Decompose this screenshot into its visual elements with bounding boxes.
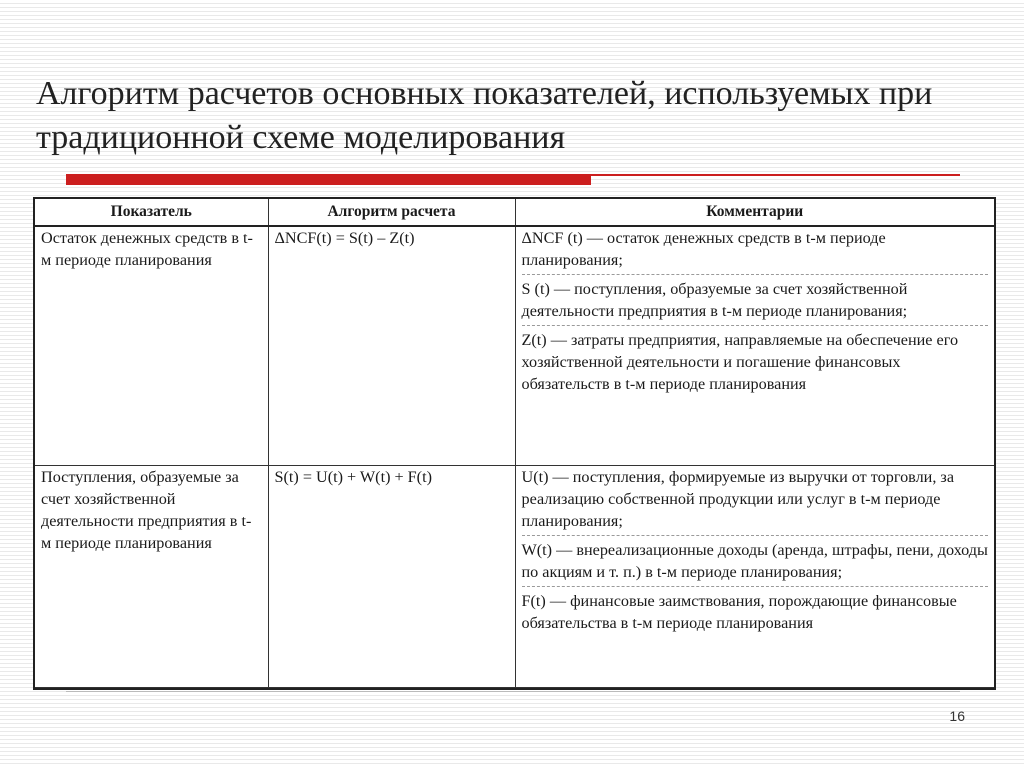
algorithm-cell: ΔNCF(t) = S(t) – Z(t) bbox=[268, 226, 515, 465]
comment-item: U(t) — поступления, формируемые из выручки от торговли, за реализацию собственной продукции или услуг в t-м периоде планирования; bbox=[522, 466, 989, 536]
comments-cell bbox=[515, 226, 994, 465]
comment-item: Z(t) — затраты предприятия, направляемые на обеспечение его хозяйственной деятельности и погашение финансовых обязательств в t-м периоде планирования bbox=[521, 331, 959, 393]
table-header-row bbox=[35, 199, 994, 226]
slide-title: Алгоритм расчетов основных показателей, используемых при традиционной схеме моделирования bbox=[36, 75, 933, 156]
header-comments: Комментарии bbox=[515, 199, 994, 226]
bottom-divider bbox=[66, 691, 960, 692]
comment-item: F(t) — финансовые заимствования, порождающие финансовые обязательства в t-м периоде планирования bbox=[521, 591, 957, 632]
table-row bbox=[35, 465, 994, 688]
algorithm-table bbox=[33, 197, 996, 690]
header-algorithm: Алгоритм расчета bbox=[268, 199, 515, 226]
comment-item: ΔNCF (t) — остаток денежных средств в t-м периоде планирования; bbox=[522, 227, 989, 275]
comments-cell bbox=[515, 465, 994, 688]
comment-item: W(t) — внереализационные доходы (аренда, штрафы, пени, доходы по акциям и т. п.) в t-м периоде планирования; bbox=[522, 539, 989, 587]
table-row bbox=[35, 226, 994, 465]
algorithm-cell: S(t) = U(t) + W(t) + F(t) bbox=[268, 465, 515, 688]
indicator-cell: Поступления, образуемые за счет хозяйственной деятельности предприятия в t-м периоде планирования bbox=[35, 465, 268, 688]
title-accent-bar bbox=[66, 176, 591, 185]
page-number: 16 bbox=[949, 708, 965, 724]
indicator-cell: Остаток денежных средств в t-м периоде планирования bbox=[35, 226, 268, 465]
comment-item: S (t) — поступления, образуемые за счет хозяйственной деятельности предприятия в t-м периоде планирования; bbox=[522, 278, 989, 326]
header-indicator: Показатель bbox=[35, 199, 268, 226]
